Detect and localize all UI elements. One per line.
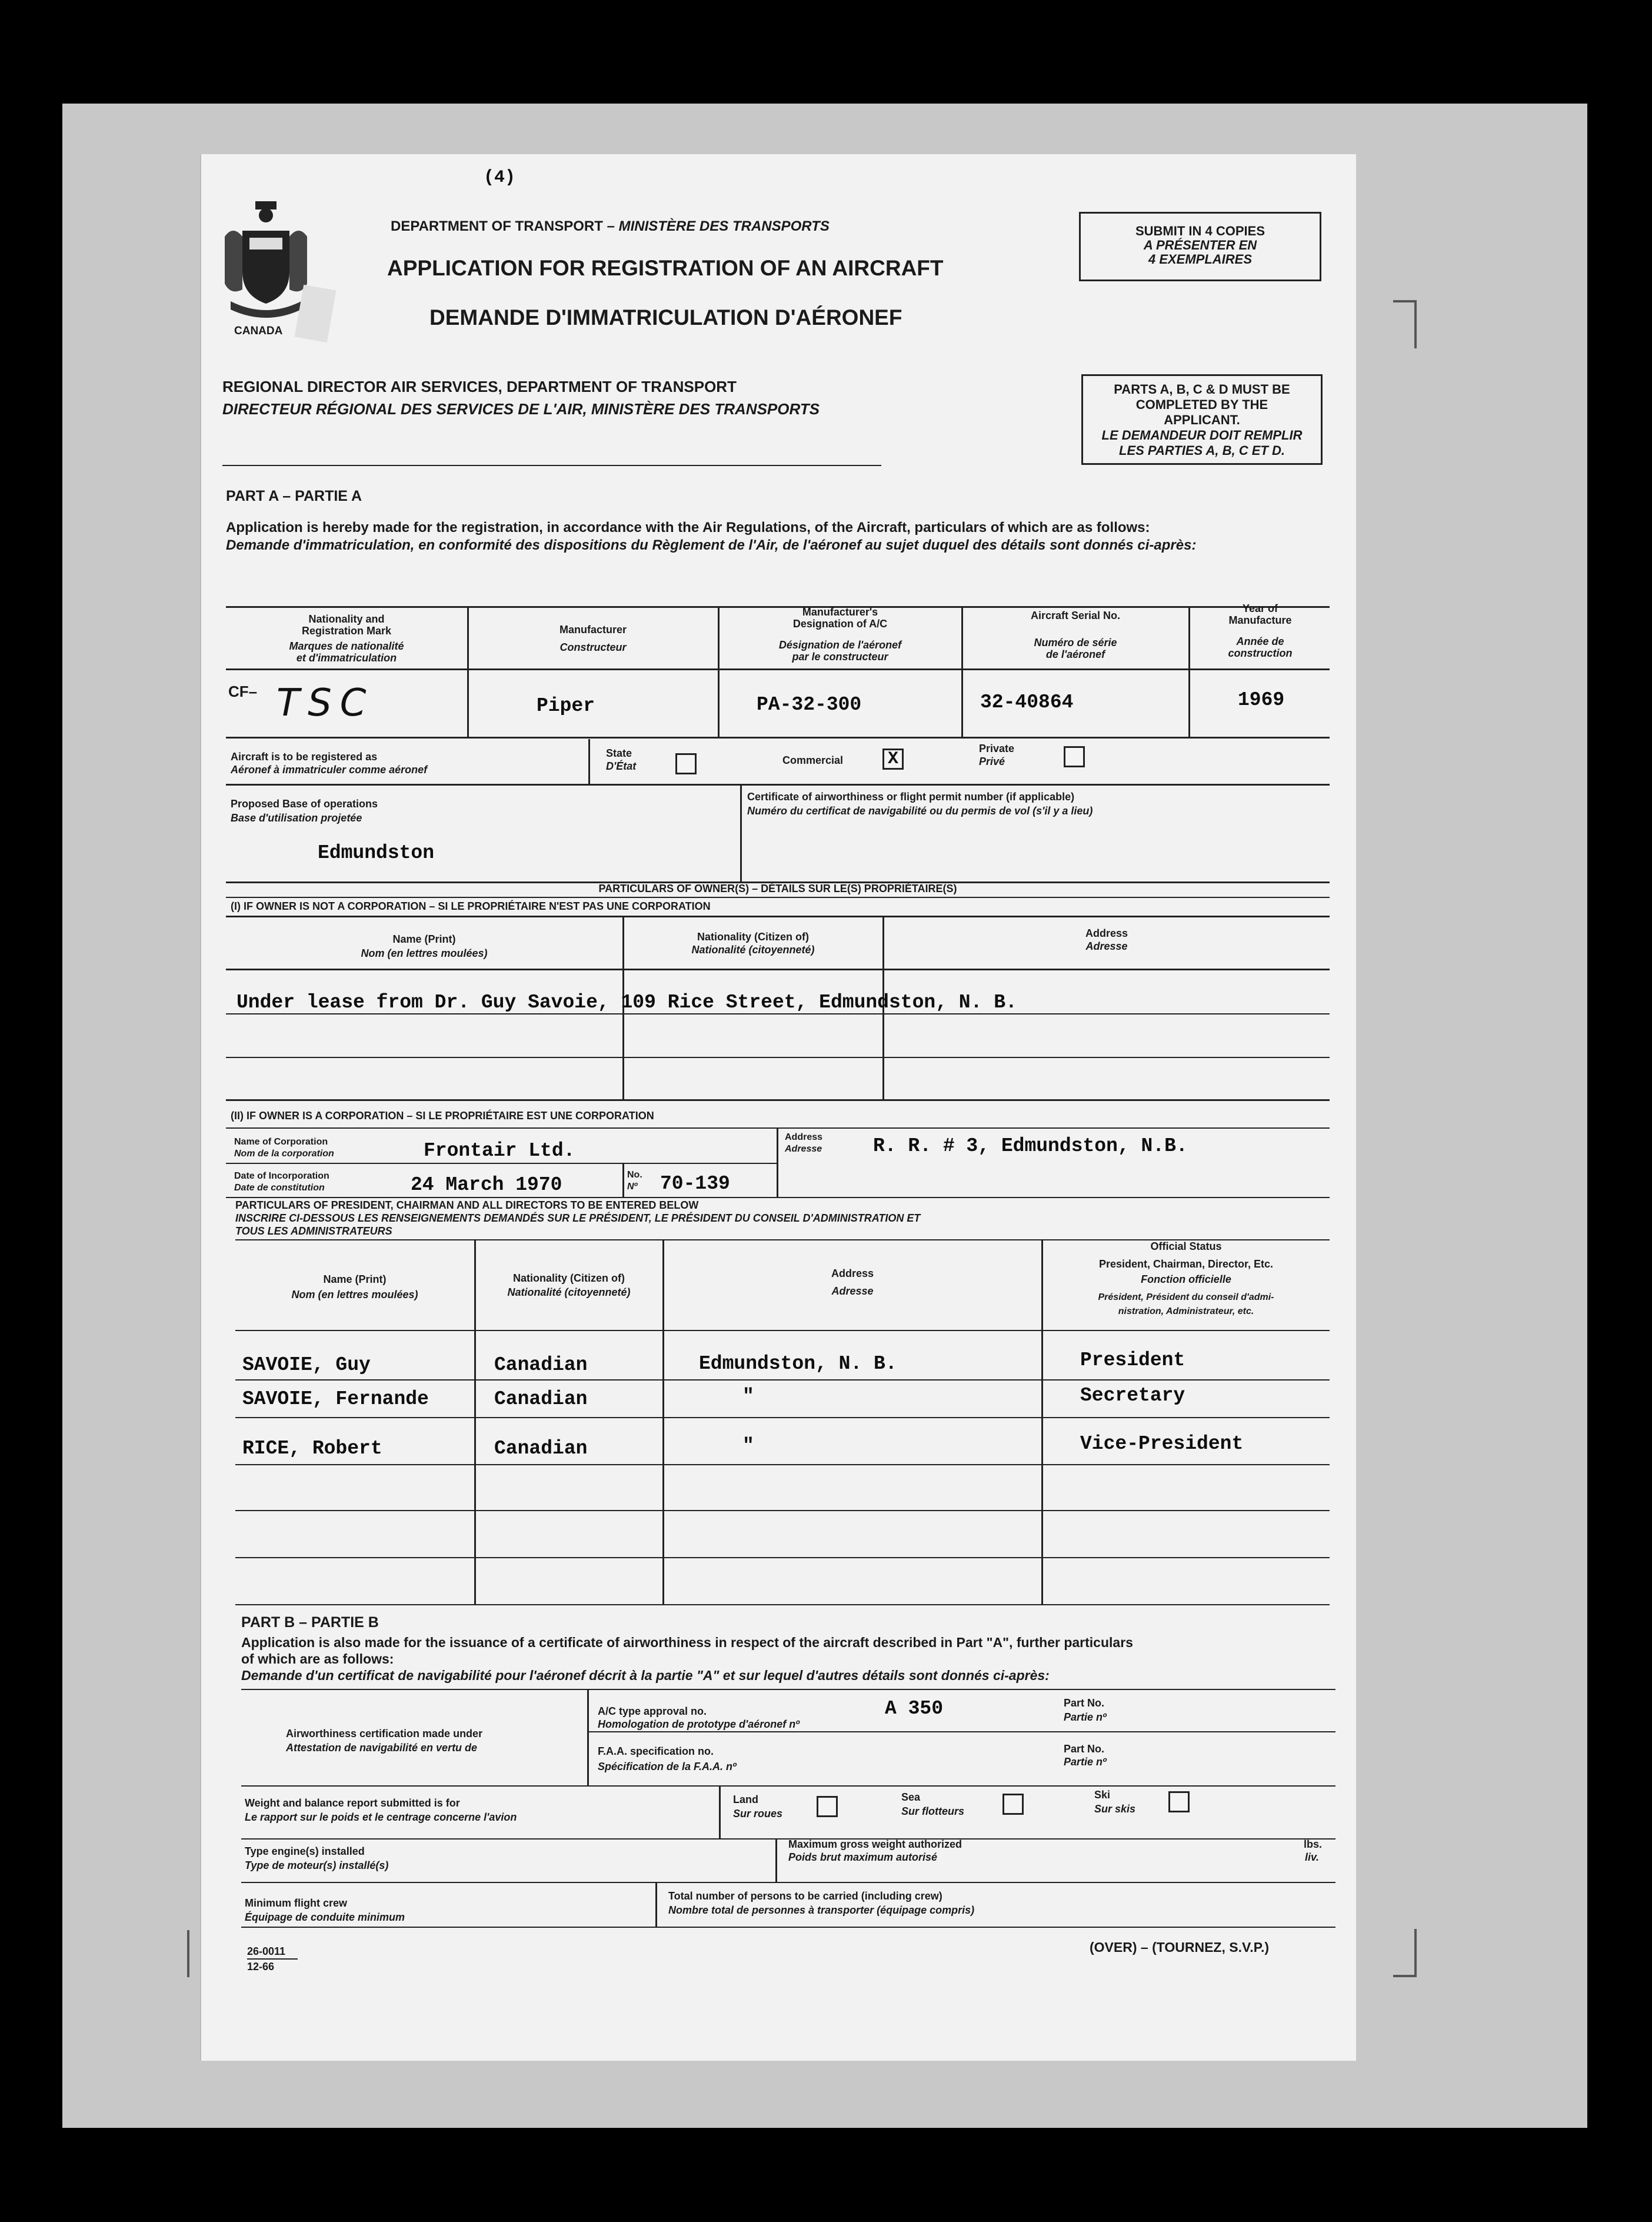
part-b-intro-fr: Demande d'un certificat de navigabilité pour l'aéronef décrit à la partie "A" et sur lequel d'autres détails sont donnés ci-après: (241, 1668, 1050, 1683)
airworthiness-label-en: Airworthiness certification made under (286, 1728, 483, 1739)
faa-label-fr: Spécification de la F.A.A. nº (598, 1761, 737, 1772)
table-border (226, 897, 1330, 898)
part-b-intro-en-2: of which are as follows: (241, 1651, 394, 1666)
part-no-label-fr: Partie nº (1064, 1711, 1107, 1723)
table-border (226, 1013, 1330, 1014)
part-no-label-fr: Partie nº (1064, 1756, 1107, 1768)
part-no-label-en: Part No. (1064, 1743, 1105, 1755)
form-number: 26-0011 (247, 1945, 286, 1957)
col-header-designation-en: Manufacturer's Designation of A/C (792, 606, 888, 630)
form-number-underline (247, 1958, 298, 1960)
incorporation-no: 70-139 (660, 1173, 730, 1195)
department-fr: – MINISTÈRE DES TRANSPORTS (607, 218, 830, 234)
part-a-intro-fr: Demande d'immatriculation, en conformité des dispositions du Règlement de l'Air, de l'aéronef au sujet duquel des détails sont donnés ci-après: (226, 537, 1197, 553)
table-border (226, 737, 1330, 739)
officer-col-status-fr: Fonction officielle (1141, 1273, 1231, 1285)
persons-label-fr: Nombre total de personnes à transporter (équipage compris) (668, 1904, 975, 1916)
frame-bracket (187, 1930, 198, 1977)
sea-label-en: Sea (901, 1791, 921, 1803)
table-border (235, 1417, 1330, 1418)
table-border (235, 1510, 1330, 1511)
liv-unit: liv. (1305, 1851, 1320, 1863)
land-checkbox[interactable] (817, 1796, 838, 1817)
reg-as-en: Aircraft is to be registered as (231, 751, 378, 763)
base-label-en: Proposed Base of operations (231, 798, 378, 810)
owner-col-nat-fr: Nationalité (citoyenneté) (691, 944, 815, 956)
corp-address-value: R. R. # 3, Edmundston, N.B. (873, 1135, 1188, 1157)
manufacturer-value: Piper (537, 695, 595, 717)
corp-name-label-en: Name of Corporation (234, 1137, 328, 1147)
officer-status: President (1080, 1349, 1185, 1371)
max-weight-label-en: Maximum gross weight authorized (788, 1838, 962, 1850)
form-title-en: APPLICATION FOR REGISTRATION OF AN AIRCRAFT (387, 256, 944, 280)
owner-col-name-en: Name (Print) (392, 933, 456, 945)
table-border (587, 1731, 1335, 1732)
table-border (226, 916, 1330, 917)
over-instruction: (OVER) – (TOURNEZ, S.V.P.) (1090, 1940, 1270, 1955)
col-header-manufacturer-fr: Constructeur (559, 641, 627, 653)
min-crew-label-en: Minimum flight crew (245, 1897, 348, 1909)
min-crew-label-fr: Équipage de conduite minimum (245, 1911, 405, 1923)
commercial-checkbox[interactable]: X (882, 749, 904, 770)
not-corporation-heading: (I) IF OWNER IS NOT A CORPORATION – SI LE PROPRIÉTAIRE N'EST PAS UNE CORPORATION (231, 900, 711, 912)
owners-heading: PARTICULARS OF OWNER(S) – DÉTAILS SUR LE(S) PROPRIÉTAIRE(S) (598, 883, 957, 894)
engine-label-en: Type engine(s) installed (245, 1845, 365, 1857)
col-header-nationality-fr: Marques de nationalité et d'immatriculation (289, 640, 404, 664)
incorporation-label-fr: Date de constitution (234, 1183, 325, 1193)
table-border (588, 739, 590, 784)
reg-as-fr: Aéronef à immatriculer comme aéronef (231, 764, 428, 776)
land-label-fr: Sur roues (733, 1808, 783, 1819)
certificate-label-fr: Numéro du certificat de navigabilité ou du permis de vol (s'il y a lieu) (747, 805, 1093, 817)
part-a-intro-en: Application is hereby made for the registration, in accordance with the Air Regulations, of the Aircraft, particulars of which are as follows: (226, 520, 1150, 535)
officer-nationality: Canadian (494, 1354, 588, 1376)
handwritten-annotation: (4) (484, 168, 516, 188)
table-border (587, 1690, 589, 1785)
table-border (235, 1330, 1330, 1331)
officer-col-status-fr-2: Président, Président du conseil d'admi- (1098, 1292, 1274, 1302)
officer-col-addr-fr: Adresse (831, 1285, 874, 1297)
table-border (961, 606, 963, 737)
officer-nationality: Canadian (494, 1438, 588, 1459)
officer-name: SAVOIE, Fernande (242, 1388, 429, 1410)
officer-col-name-fr: Nom (en lettres moulées) (291, 1289, 418, 1300)
table-border (777, 1127, 778, 1197)
inc-no-label-fr: Nº (627, 1182, 638, 1192)
private-checkbox[interactable] (1064, 746, 1085, 767)
base-label-fr: Base d'utilisation projetée (231, 812, 362, 824)
weight-balance-label-en: Weight and balance report submitted is for (245, 1797, 460, 1809)
ski-label-en: Ski (1094, 1789, 1111, 1801)
table-border (655, 1883, 657, 1928)
col-header-serial-fr: Numéro de série de l'aéronef (1034, 637, 1117, 660)
table-border (235, 1379, 1330, 1381)
table-border (740, 785, 742, 882)
regional-director-en: REGIONAL DIRECTOR AIR SERVICES, DEPARTMENT OF TRANSPORT (222, 378, 737, 395)
table-border (226, 668, 1330, 670)
owner-col-nat-en: Nationality (Citizen of) (697, 931, 809, 943)
table-border (241, 1785, 1335, 1787)
officer-address: Edmundston, N. B. (699, 1353, 897, 1375)
officers-heading-en: PARTICULARS OF PRESIDENT, CHAIRMAN AND ALL DIRECTORS TO BE ENTERED BELOW (235, 1199, 699, 1211)
officer-col-status-en-2: President, Chairman, Director, Etc. (1098, 1258, 1274, 1270)
officer-name: RICE, Robert (242, 1438, 382, 1459)
officer-nationality: Canadian (494, 1388, 588, 1410)
incorporation-label-en: Date of Incorporation (234, 1171, 329, 1181)
commercial-label: Commercial (782, 754, 844, 766)
table-border (241, 1689, 1335, 1690)
engine-label-fr: Type de moteur(s) installé(s) (245, 1860, 389, 1871)
country-label: CANADA (234, 325, 283, 337)
airworthiness-label-fr: Attestation de navigabilité en vertu de (286, 1742, 478, 1754)
col-header-year-fr: Année de construction (1228, 636, 1293, 659)
officer-address: " (742, 1435, 754, 1457)
sea-checkbox[interactable] (1002, 1794, 1024, 1815)
year-value: 1969 (1238, 689, 1285, 711)
table-border (226, 969, 1330, 970)
lbs-unit: lbs. (1304, 1838, 1323, 1850)
department-en: DEPARTMENT OF TRANSPORT (391, 218, 603, 234)
parts-required-box: PARTS A, B, C & D MUST BE COMPLETED BY THE APPLICANT. LE DEMANDEUR DOIT REMPLIR LES PARTIES A, B, C ET D. (1081, 374, 1323, 465)
corporation-heading: (II) IF OWNER IS A CORPORATION – SI LE PROPRIÉTAIRE EST UNE CORPORATION (231, 1110, 654, 1122)
corp-address-label-en: Address (785, 1132, 823, 1142)
ski-label-fr: Sur skis (1094, 1803, 1136, 1815)
officer-col-status-fr-3: nistration, Administrateur, etc. (1118, 1306, 1254, 1316)
table-border (775, 1840, 777, 1883)
form-date: 12-66 (247, 1961, 275, 1972)
frame-bracket (1393, 300, 1417, 348)
officer-status: Secretary (1080, 1385, 1185, 1406)
ac-type-label-en: A/C type approval no. (598, 1705, 707, 1717)
state-label-en: State (606, 747, 632, 759)
officer-col-addr-en: Address (831, 1268, 874, 1279)
land-label-en: Land (733, 1794, 758, 1805)
owner-col-name-fr: Nom (en lettres moulées) (361, 947, 488, 959)
col-header-year-en: Year of Manufacture (1228, 603, 1292, 626)
designation-value: PA-32-300 (757, 694, 862, 716)
regional-director-fr: DIRECTEUR RÉGIONAL DES SERVICES DE L'AIR, MINISTÈRE DES TRANSPORTS (222, 400, 820, 418)
part-a-heading: PART A – PARTIE A (226, 488, 362, 504)
persons-label-en: Total number of persons to be carried (including crew) (668, 1890, 942, 1902)
officer-col-nat-en: Nationality (Citizen of) (513, 1272, 625, 1284)
certificate-label-en: Certificate of airworthiness or flight permit number (if applicable) (747, 791, 1075, 803)
table-border (235, 1557, 1330, 1558)
serial-value: 32-40864 (980, 691, 1074, 713)
owner-col-addr-en: Address (1085, 927, 1128, 939)
ac-type-label-fr: Homologation de prototype d'aéronef nº (598, 1718, 800, 1730)
table-border (719, 1787, 721, 1838)
weight-balance-label-fr: Le rapport sur le poids et le centrage concerne l'avion (245, 1811, 517, 1823)
faa-label-en: F.A.A. specification no. (598, 1745, 714, 1757)
ski-checkbox[interactable] (1168, 1791, 1190, 1812)
corp-name-value: Frontair Ltd. (424, 1140, 575, 1162)
department-label (391, 220, 830, 233)
base-value: Edmundston (318, 842, 435, 864)
table-border (226, 1099, 1330, 1101)
table-border (241, 1882, 1335, 1883)
state-checkbox[interactable] (675, 753, 697, 774)
sea-label-fr: Sur flotteurs (901, 1805, 965, 1817)
col-header-designation-fr: Désignation de l'aéronef par le constructeur (778, 639, 902, 663)
officer-name: SAVOIE, Guy (242, 1354, 371, 1376)
table-border (226, 1057, 1330, 1058)
registration-mark: TSC (277, 681, 375, 725)
officer-address: " (742, 1386, 754, 1408)
canada-coat-of-arms-icon (219, 195, 313, 325)
table-border (241, 1927, 1335, 1928)
col-header-serial-en: Aircraft Serial No. (1030, 610, 1121, 621)
part-b-heading: PART B – PARTIE B (241, 1614, 379, 1631)
incorporation-date: 24 March 1970 (411, 1174, 562, 1196)
part-b-intro-en-1: Application is also made for the issuance of a certificate of airworthiness in respect of the aircraft described in Part "A", further particulars (241, 1635, 1133, 1650)
part-no-label-en: Part No. (1064, 1697, 1105, 1709)
ac-type-value: A 350 (885, 1698, 944, 1719)
cf-prefix: CF– (228, 683, 258, 700)
max-weight-label-fr: Poids brut maximum autorisé (788, 1851, 938, 1863)
inc-no-label-en: No. (627, 1170, 642, 1180)
table-border (226, 1197, 1330, 1198)
private-label-fr: Privé (979, 756, 1005, 767)
table-border (622, 1164, 624, 1197)
state-label-fr: D'État (606, 760, 637, 772)
owner-lease-line: Under lease from Dr. Guy Savoie, 109 Rice Street, Edmundston, N. B. (237, 992, 1017, 1013)
owner-col-addr-fr: Adresse (1085, 940, 1128, 952)
private-label-en: Private (979, 743, 1015, 754)
table-border (226, 1163, 777, 1164)
frame-bracket (1393, 1929, 1417, 1977)
corp-address-label-fr: Adresse (785, 1144, 822, 1154)
table-border (235, 1604, 1330, 1605)
corp-name-label-fr: Nom de la corporation (234, 1149, 334, 1159)
col-header-manufacturer-en: Manufacturer (559, 624, 627, 636)
submit-copies-box: SUBMIT IN 4 COPIES A PRÉSENTER EN 4 EXEMPLAIRES (1079, 212, 1321, 281)
officer-col-nat-fr: Nationalité (citoyenneté) (507, 1286, 631, 1298)
officers-heading-fr-2: TOUS LES ADMINISTRATEURS (235, 1225, 392, 1237)
officers-heading-fr-1: INSCRIRE CI-DESSOUS LES RENSEIGNEMENTS DEMANDÉS SUR LE PRÉSIDENT, LE PRÉSIDENT DU CONSEIL D'ADMINISTRATION ET (235, 1212, 921, 1224)
col-header-nationality-en: Nationality and Registration Mark (301, 613, 392, 637)
officer-col-name-en: Name (Print) (323, 1273, 387, 1285)
address-line (222, 465, 881, 466)
table-border (226, 784, 1330, 786)
form-title-fr: DEMANDE D'IMMATRICULATION D'AÉRONEF (429, 305, 902, 330)
table-border (235, 1464, 1330, 1465)
officer-col-status-en: Official Status (1150, 1240, 1222, 1252)
officer-status: Vice-President (1080, 1433, 1244, 1455)
